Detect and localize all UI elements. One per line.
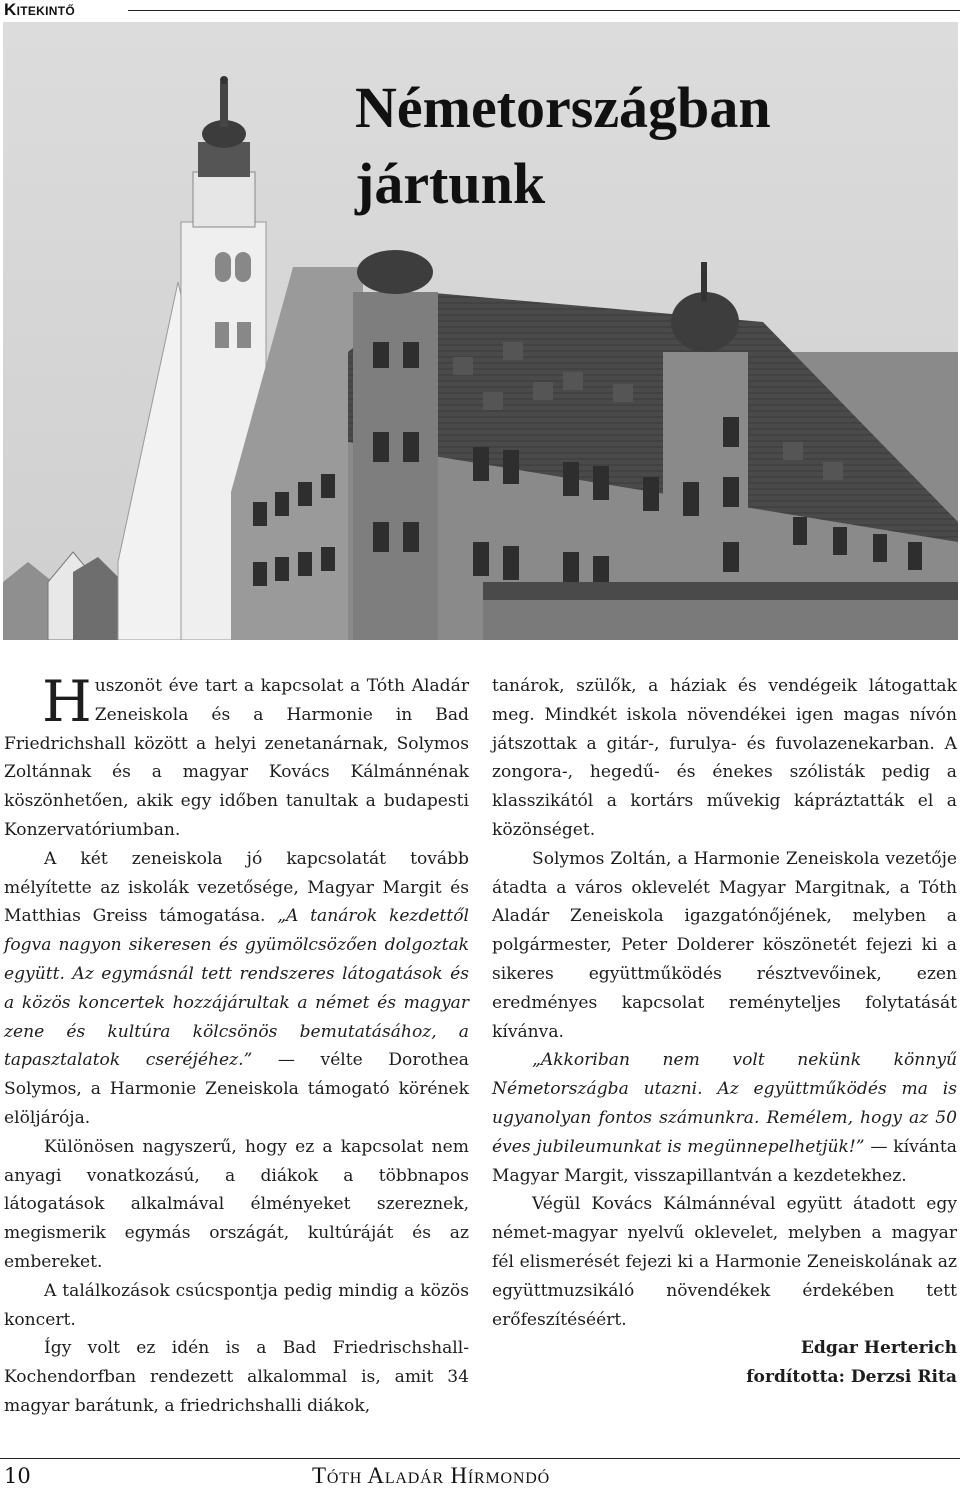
p7-quote: „Akkoriban nem volt nekünk könnyű Németországba utazni. Az együttműködés ma is ugyanolyan fontos számunkra. Remélem, hogy az 50 éves jubileumunkat is megünnepelhetjük!”: [492, 1050, 957, 1157]
paragraph-4: A találkozások csúcspontja pedig mindig a közös koncert.: [4, 1280, 469, 1330]
title-line-1: Németországban: [355, 75, 771, 140]
paragraph-intro: [4, 669, 469, 845]
p7-attribution: — kívánta Magyar Margit, visszapillantván a kezdetekhez.: [492, 1136, 957, 1186]
translator-credit: fordította: Derzsi Rita: [746, 1367, 957, 1388]
paragraph-7: [492, 1046, 957, 1190]
intro-text: uszonöt éve tart a kapcsolat a Tóth Aladár Zeneiskola és a Harmonie in Bad Friedrichshall között a helyi zenetanárnak, Solymos Zoltánnak és a magyar Kovács Kálmánnénak köszönhetően, akik egy időben tanultak a budapesti Konzervatóriumban.: [4, 676, 469, 840]
footer-divider: [0, 1458, 960, 1459]
column-left: [4, 669, 469, 1421]
header-divider: [128, 10, 960, 11]
p2-text: A két zeneiskola jó kapcsolatát tovább mélyítette az iskolák vezetősége, Magyar Margit és Matthias Greiss támogatása.: [4, 848, 469, 927]
title-line-2: jártunk: [355, 151, 546, 216]
paragraph-5: Így volt ez idén is a Bad Friedrischshall-Kochendorfban rendezett alkalommal is, amit 34 magyar barátunk, a friedrichshalli diákok,: [4, 1338, 469, 1416]
paragraph-6: Solymos Zoltán, a Harmonie Zeneiskola vezetője átadta a város oklevelét Magyar Margitnak, a Tóth Aladár Zeneiskola igazgatónőjének, melyben a polgármester, Peter Dolderer köszönetét fejezi ki a sikeres együttműködés résztvevőinek, ezen eredményes kapcsolat reményteljes folytatását kívánva.: [492, 848, 957, 1042]
paragraph-2: [4, 845, 469, 1133]
section-label: Kitekintő: [4, 0, 75, 19]
paragraph-5-continued: tanárok, szülők, a háziak és vendégeik látogattak meg. Mindkét iskola növendékei igen magas nívón játszottak a gitár-, furulya- és fuvolazenekarban. A zongora-, hegedű- és énekes szólisták pedig a klasszikától a kortárs művekig kápráztatták el a közönséget.: [492, 676, 957, 840]
column-right: [492, 672, 957, 1392]
p2-quote: „A tanárok kezdettől fogva nagyon sikeresen és gyümölcsözően dolgoztak együtt. Az egymásnál tett rendszeres látogatások és a közös koncertek hozzájárultak a német és magyar zene és kultúra kölcsönös bemutatásához, a tapasztalatok cseréjéhez.”: [4, 906, 469, 1071]
magazine-name: Tóth Aladár Hírmondó: [312, 1463, 550, 1488]
p2-attribution: — vélte Dorothea Solymos, a Harmonie Zeneiskola támogató körének elöljárója.: [4, 1050, 469, 1128]
author-name: Edgar Herterich: [800, 1338, 957, 1359]
paragraph-8: Végül Kovács Kálmánnéval együtt átadott egy német-magyar nyelvű oklevelet, melyben a magyar fél elismerését fejezi ki a Harmonie Zeneiskolának az együttmuzsikáló növendékek érdekében tett erőfeszítéséért.: [492, 1194, 957, 1330]
drop-cap: H: [42, 669, 92, 735]
article-title: [355, 70, 915, 222]
page-number: 10: [4, 1464, 31, 1488]
paragraph-3: Különösen nagyszerű, hogy ez a kapcsolat nem anyagi vonatkozású, a diákok a többnapos látogatások alkalmával élményeket szereznek, megismerik egymás országát, kultúráját és az embereket.: [4, 1136, 469, 1272]
